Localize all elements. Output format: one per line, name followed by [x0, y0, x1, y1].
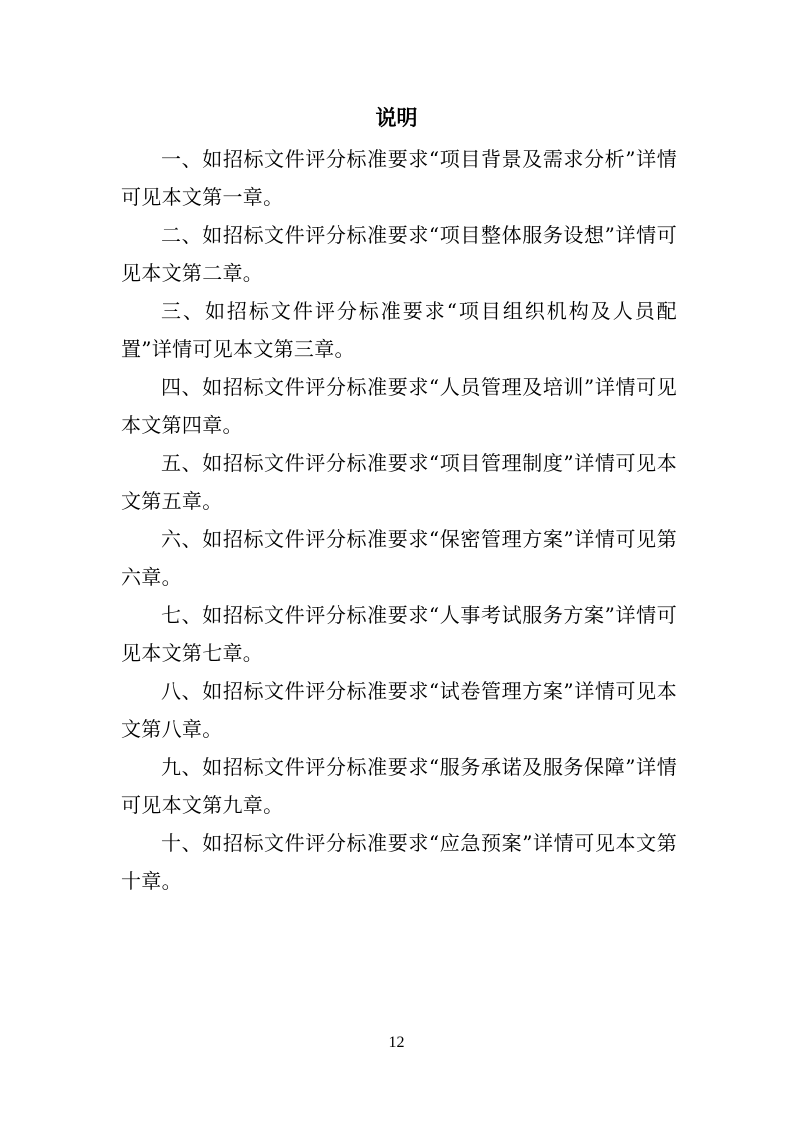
explanation-item-4: 四、如招标文件评分标准要求“人员管理及培训”详情可见本文第四章。: [121, 375, 677, 437]
explanation-list: [121, 140, 677, 900]
page-title: 说明: [375, 105, 418, 130]
explanation-item-3: 三、如招标文件评分标准要求“项目组织机构及人员配置”详情可见本文第三章。: [121, 299, 677, 361]
page-number: 12: [388, 1034, 405, 1051]
explanation-item-2: 二、如招标文件评分标准要求“项目整体服务设想”详情可见本文第二章。: [121, 223, 677, 285]
explanation-item-10: 十、如招标文件评分标准要求“应急预案”详情可见本文第十章。: [121, 831, 677, 893]
explanation-item-6: 六、如招标文件评分标准要求“保密管理方案”详情可见第六章。: [121, 527, 677, 589]
explanation-item-1: 一、如招标文件评分标准要求“项目背景及需求分析”详情可见本文第一章。: [121, 147, 677, 209]
explanation-item-9: 九、如招标文件评分标准要求“服务承诺及服务保障”详情可见本文第九章。: [121, 755, 677, 817]
explanation-item-8: 八、如招标文件评分标准要求“试卷管理方案”详情可见本文第八章。: [121, 679, 677, 741]
explanation-item-5: 五、如招标文件评分标准要求“项目管理制度”详情可见本文第五章。: [121, 451, 677, 513]
explanation-item-7: 七、如招标文件评分标准要求“人事考试服务方案”详情可见本文第七章。: [121, 603, 677, 665]
